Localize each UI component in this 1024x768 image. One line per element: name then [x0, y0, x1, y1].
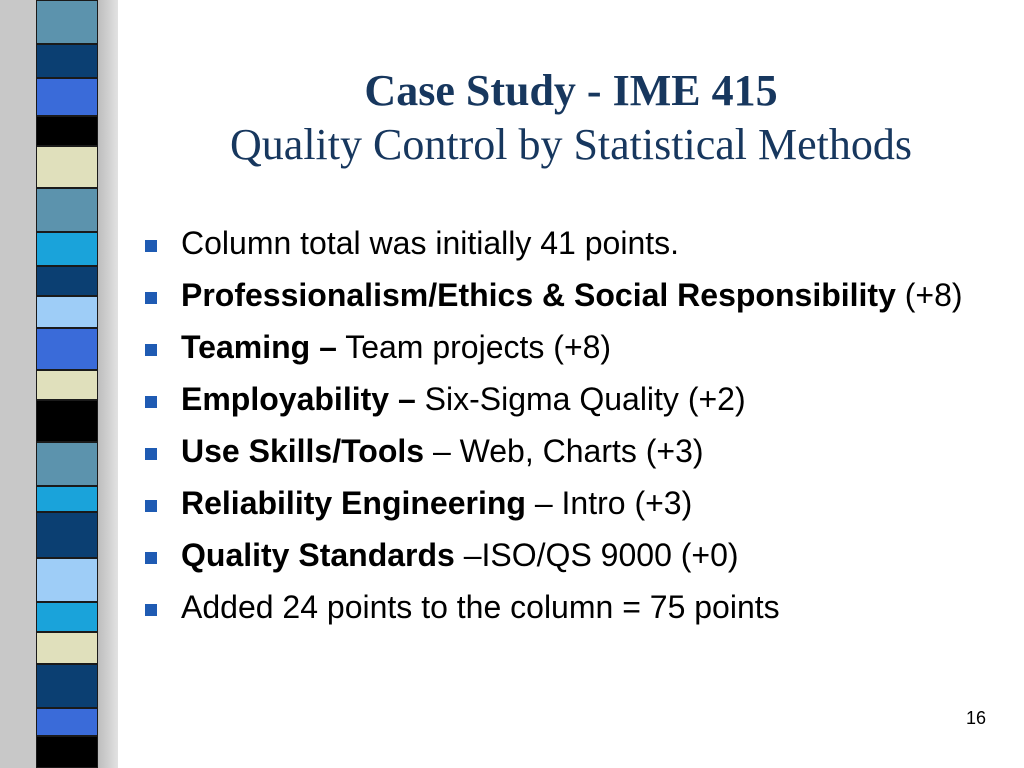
bullet-item	[140, 276, 990, 314]
bullet-bold-text: Employability –	[181, 381, 416, 417]
stripe	[36, 486, 98, 512]
bullet-item	[140, 588, 990, 626]
stripe	[36, 78, 98, 116]
square-bullet-icon	[145, 344, 157, 356]
stripe	[36, 736, 98, 768]
square-bullet-icon	[145, 292, 157, 304]
square-bullet-icon	[145, 604, 157, 616]
bullet-item	[140, 432, 990, 470]
stripe	[36, 0, 98, 44]
bullet-item	[140, 484, 990, 522]
stripe	[36, 232, 98, 266]
bullet-text: – Intro (+3)	[525, 485, 693, 521]
square-bullet-icon	[145, 240, 157, 252]
bullet-item	[140, 224, 990, 262]
stripe	[36, 708, 98, 736]
stripe	[36, 400, 98, 442]
bullet-text: Added 24 points to the column = 75 points	[181, 589, 780, 625]
bullet-item	[140, 328, 990, 366]
square-bullet-icon	[145, 500, 157, 512]
stripe	[36, 558, 98, 602]
bullet-text: – Web, Charts (+3)	[424, 433, 704, 469]
stripe	[36, 296, 98, 328]
stripe	[36, 602, 98, 632]
stripe	[36, 266, 98, 296]
stripe	[36, 328, 98, 370]
bullet-bold-text: Teaming –	[181, 329, 337, 365]
slide-title: Case Study - IME 415	[364, 66, 778, 115]
stripe	[36, 188, 98, 232]
bullet-bold-text: Quality Standards	[181, 537, 455, 573]
stripe	[36, 116, 98, 146]
bullet-item	[140, 536, 990, 574]
square-bullet-icon	[145, 396, 157, 408]
bullet-text: Team projects (+8)	[336, 329, 612, 365]
stripe	[36, 146, 98, 188]
stripe	[36, 442, 98, 486]
slide-subtitle: Quality Control by Statistical Methods	[230, 120, 912, 169]
bullet-bold-text: Reliability Engineering	[181, 485, 526, 521]
bullet-text: (+8)	[895, 277, 963, 313]
stripe	[36, 512, 98, 558]
bullet-text: –ISO/QS 9000 (+0)	[454, 537, 739, 573]
bullet-bold-text: Professionalism/Ethics & Social Responsibility	[181, 277, 896, 313]
square-bullet-icon	[145, 448, 157, 460]
bullet-text: Column total was initially 41 points.	[181, 225, 680, 261]
slide-title-block	[118, 66, 1024, 174]
bullet-text: Six-Sigma Quality (+2)	[415, 381, 746, 417]
bullet-bold-text: Use Skills/Tools	[181, 433, 425, 469]
stripe	[36, 44, 98, 78]
decorative-stripe-bar	[0, 0, 118, 768]
bullet-item	[140, 380, 990, 418]
square-bullet-icon	[145, 552, 157, 564]
stripe	[36, 370, 98, 400]
bullet-list	[140, 224, 990, 640]
page-number: 16	[965, 708, 986, 728]
stripe	[36, 632, 98, 664]
stripe	[36, 664, 98, 708]
